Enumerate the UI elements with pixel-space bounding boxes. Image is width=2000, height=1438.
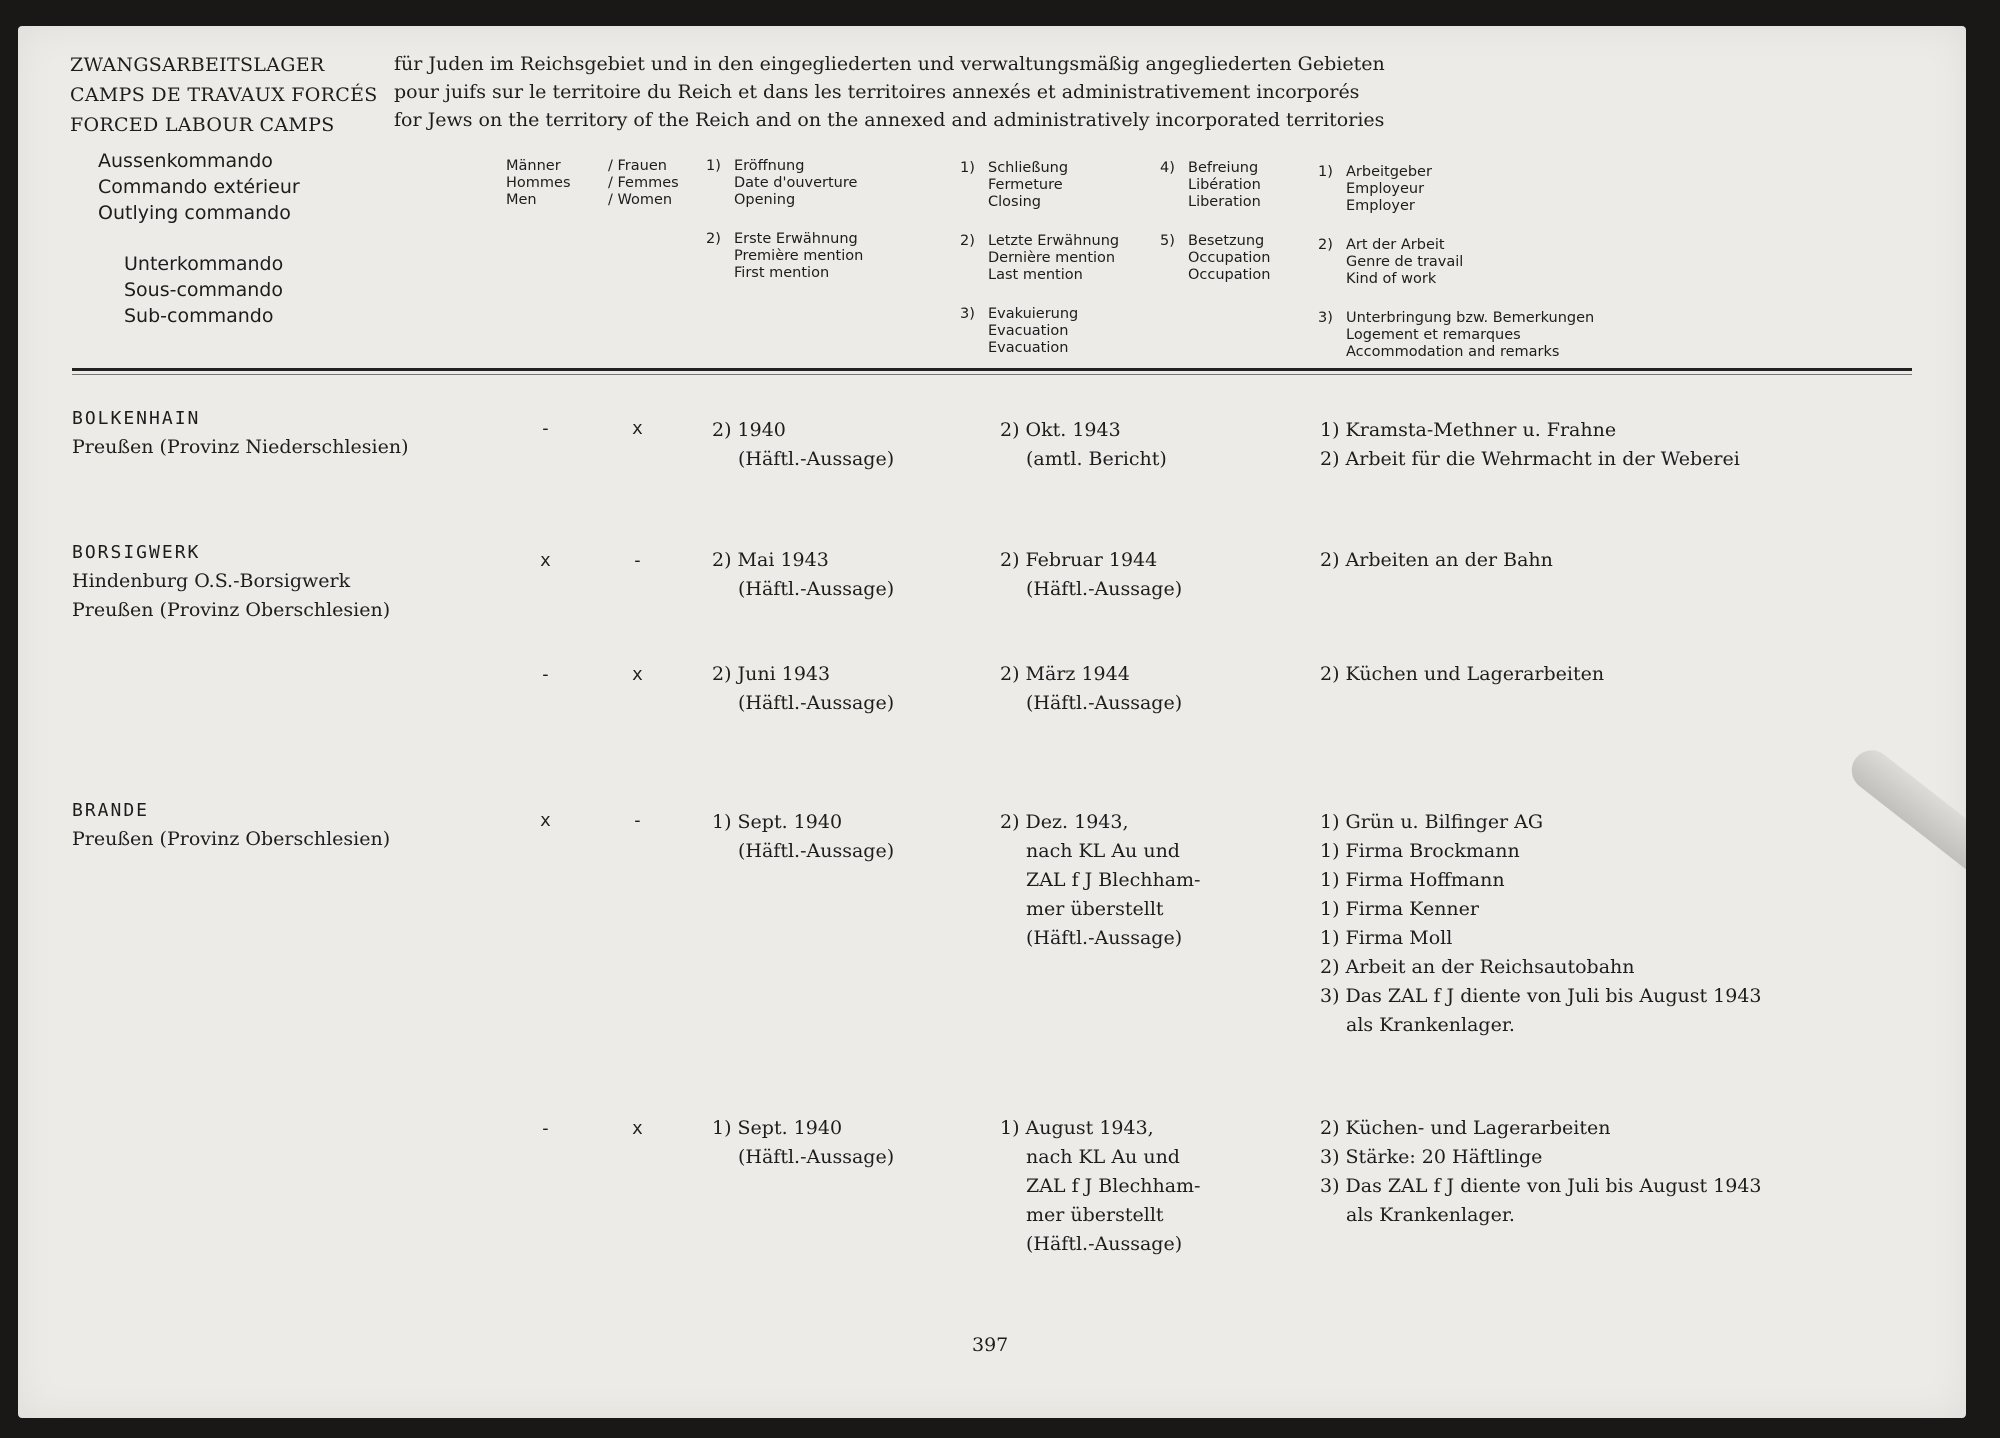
entry-remarks: 2) Küchen und Lagerarbeiten	[1320, 663, 1605, 685]
header-description	[394, 50, 1385, 134]
men-mark: -	[540, 664, 551, 685]
page-number: 397	[972, 1334, 1009, 1356]
column-opening: 1) Eröffnung Date d'ouverture Opening 2) Erste Erwähnung Première mention First mention	[706, 158, 864, 281]
camp-name: BRANDE	[72, 800, 150, 821]
entry-borsigwerk-place	[72, 538, 390, 625]
entry-opening: 1) Sept. 1940 (Häftl.-Aussage)	[712, 811, 895, 862]
desc-de: für Juden im Reichsgebiet und in den eingegliederten und verwaltungsmäßig angegliederten Gebieten	[394, 53, 1385, 75]
column-closing: 1) Schließung Fermeture Closing 2) Letzte Erwähnung Dernière mention Last mention 3) Evakuierung Evacuation Evacuation	[960, 160, 1120, 356]
desc-en: for Jews on the territory of the Reich and on the annexed and administratively incorporated territories	[394, 109, 1385, 131]
column-liberation: 4) Befreiung Libération Liberation 5) Besetzung Occupation Occupation	[1160, 160, 1271, 283]
entry-remarks: 1) Grün u. Bilfinger AG 1) Firma Brockmann 1) Firma Hoffmann 1) Firma Kenner 1) Firma Moll 2) Arbeit an der Reichsautobahn 3) Das ZAL f J diente von Juli bis August 1943 als Krankenlager.	[1320, 811, 1762, 1036]
entry-closing: 2) März 1944 (Häftl.-Aussage)	[1000, 663, 1183, 714]
header-rule	[72, 368, 1912, 371]
entry-opening: 2) Juni 1943 (Häftl.-Aussage)	[712, 663, 895, 714]
entry-remarks: 1) Kramsta-Methner u. Frahne 2) Arbeit für die Wehrmacht in der Weberei	[1320, 419, 1740, 470]
entry-closing: 1) August 1943, nach KL Au und ZAL f J Blechham- mer überstellt (Häftl.-Aussage)	[1000, 1117, 1201, 1255]
entry-remarks: 2) Küchen- und Lagerarbeiten 3) Stärke: 20 Häftlinge 3) Das ZAL f J diente von Juli bis August 1943 als Krankenlager.	[1320, 1117, 1762, 1226]
desc-fr: pour juifs sur le territoire du Reich et dans les territoires annexés et administrativement incorporés	[394, 81, 1360, 103]
camp-name: BOLKENHAIN	[72, 408, 201, 429]
camp-region: Preußen (Provinz Niederschlesien)	[72, 436, 409, 458]
title-en: FORCED LABOUR CAMPS	[70, 114, 335, 136]
camp-region: Preußen (Provinz Oberschlesien)	[72, 828, 391, 850]
men-mark: x	[540, 810, 551, 831]
entry-bolkenhain-place	[72, 404, 408, 462]
women-mark: x	[632, 1118, 643, 1139]
document-page	[18, 26, 1966, 1418]
entry-closing: 2) Februar 1944 (Häftl.-Aussage)	[1000, 549, 1183, 600]
men-mark: -	[540, 1118, 551, 1139]
pen-object	[1844, 742, 1966, 909]
entry-opening: 1) Sept. 1940 (Häftl.-Aussage)	[712, 1117, 895, 1168]
column-employer: 1) Arbeitgeber Employeur Employer 2) Art der Arbeit Genre de travail Kind of work 3) Unterbringung bzw. Bemerkungen Logement et remarques Accommodation and remarks	[1318, 164, 1595, 360]
camp-name: BORSIGWERK	[72, 542, 201, 563]
entry-opening: 2) Mai 1943 (Häftl.-Aussage)	[712, 549, 895, 600]
camp-region: Hindenburg O.S.-Borsigwerk	[72, 570, 351, 592]
header-rule-thin	[72, 374, 1912, 375]
women-mark: x	[632, 664, 643, 685]
camp-region: Preußen (Provinz Oberschlesien)	[72, 599, 391, 621]
women-mark: -	[632, 550, 643, 571]
entry-closing: 2) Okt. 1943 (amtl. Bericht)	[1000, 419, 1167, 470]
men-mark: x	[540, 550, 551, 571]
entry-closing: 2) Dez. 1943, nach KL Au und ZAL f J Blechham- mer überstellt (Häftl.-Aussage)	[1000, 811, 1201, 949]
women-mark: -	[632, 810, 643, 831]
title-fr: CAMPS DE TRAVAUX FORCÉS	[70, 84, 378, 106]
header-title-block	[70, 50, 378, 140]
women-mark: x	[632, 418, 643, 439]
title-de: ZWANGSARBEITSLAGER	[70, 54, 325, 76]
column-gender: Männer / Frauen Hommes / Femmes Men / Women	[506, 158, 679, 208]
outlying-commando-label: Aussenkommando Commando extérieur Outlying commando	[98, 150, 300, 224]
entry-opening: 2) 1940 (Häftl.-Aussage)	[712, 419, 895, 470]
men-mark: -	[540, 418, 551, 439]
sub-commando-label: Unterkommando Sous-commando Sub-commando	[124, 253, 284, 327]
entry-brande-place	[72, 796, 390, 854]
entry-remarks: 2) Arbeiten an der Bahn	[1320, 549, 1553, 571]
